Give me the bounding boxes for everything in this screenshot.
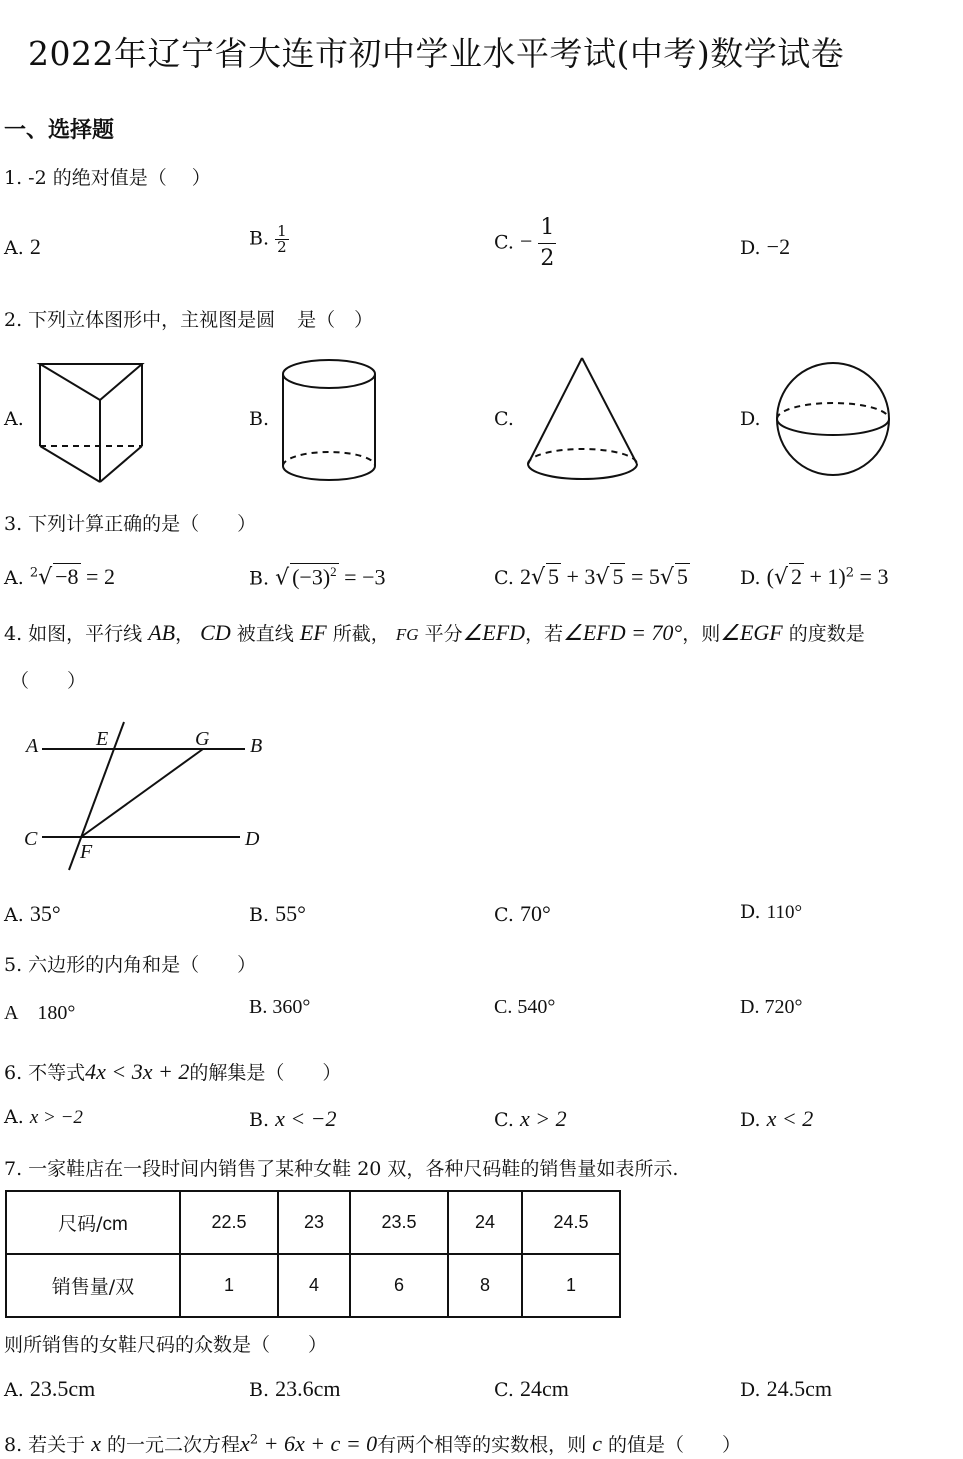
- minus-sign: −: [519, 228, 533, 254]
- option-label: C.: [494, 231, 514, 254]
- option-value: −2: [766, 234, 791, 259]
- radicand: 2: [791, 564, 803, 589]
- coefficient: = 5: [625, 564, 660, 589]
- option-label: C.: [494, 1379, 514, 1401]
- math-ef: EF: [299, 620, 327, 645]
- math-angle-efd: ∠EFD: [462, 620, 526, 645]
- option-label: A.: [4, 1106, 24, 1128]
- option-label: D.: [740, 237, 761, 259]
- math-equation: + 6x + c = 0: [258, 1431, 378, 1456]
- option-label: D.: [740, 1379, 761, 1401]
- option-value: 70°: [519, 901, 551, 926]
- q7-stem: 7. 一家鞋店在一段时间内销售了某种女鞋 20 双，各种尺码鞋的销售量如表所示.: [4, 1158, 679, 1180]
- option-label: A.: [4, 1379, 24, 1401]
- table-header-cell: 销售量/双: [6, 1254, 180, 1317]
- q4-stem-part: 所截，: [332, 623, 390, 645]
- radicand: 5: [547, 564, 559, 589]
- q6-stem-part: 6. 不等式: [4, 1062, 86, 1084]
- sqrt-icon: √: [38, 565, 53, 590]
- option-label: B.: [249, 1379, 270, 1401]
- q8-stem-part: 的一元二次方程: [107, 1434, 241, 1456]
- table-cell: 6: [350, 1254, 448, 1317]
- option-value: 35°: [29, 901, 61, 926]
- expression-rest: = −3: [338, 564, 386, 590]
- q7-option-d[interactable]: [740, 1376, 832, 1402]
- option-value: 23.6cm: [275, 1376, 341, 1401]
- denominator: 2: [540, 246, 555, 271]
- table-cell: 22.5: [180, 1191, 278, 1254]
- sqrt-icon: √: [595, 565, 610, 590]
- option-value: x < 2: [766, 1106, 814, 1131]
- option-label: D.: [740, 567, 761, 589]
- q1-stem: 1. -2 的绝对值是（ ）: [4, 167, 211, 189]
- expression-rest: = 2: [80, 564, 115, 589]
- option-label: B.: [249, 1109, 270, 1131]
- expression-rest: = 3: [854, 564, 889, 589]
- option-label: C.: [494, 567, 514, 589]
- q4-option-c[interactable]: [494, 901, 551, 927]
- q4-stem-part: 平分: [424, 623, 463, 645]
- q5-stem: 5. 六边形的内角和是（ ）: [4, 954, 257, 976]
- q5-option-d[interactable]: D. 720°: [740, 996, 803, 1018]
- option-value: 110°: [766, 902, 803, 923]
- q5-option-c[interactable]: C. 540°: [494, 996, 556, 1018]
- q2-option-b[interactable]: B.: [249, 408, 270, 430]
- table-cell: 24.5: [522, 1191, 620, 1254]
- point-label-c: C: [24, 828, 38, 850]
- denominator: 2: [277, 238, 287, 256]
- point-label-d: D: [245, 828, 260, 850]
- option-value: 55°: [275, 901, 306, 926]
- radicand: 5: [676, 564, 688, 589]
- math-angle-value: ∠EFD = 70°: [563, 620, 683, 645]
- point-label-f: F: [80, 841, 93, 863]
- exponent: 2: [330, 564, 337, 579]
- q7-option-a[interactable]: [4, 1376, 95, 1402]
- option-label: A.: [4, 567, 24, 589]
- q2-stem-part: 是（ ）: [297, 309, 374, 331]
- option-value: 24cm: [519, 1376, 569, 1401]
- option-label: D.: [740, 1109, 761, 1131]
- radicand-text: (−3): [292, 564, 331, 590]
- q8-stem-part: 的值是（ ）: [608, 1434, 742, 1456]
- q8-stem-part: 8. 若关于: [4, 1434, 86, 1456]
- radicand: 5: [612, 564, 624, 589]
- exponent: 2: [249, 1432, 259, 1448]
- point-label-b: B: [250, 735, 263, 757]
- shoe-sales-table: [5, 1190, 621, 1318]
- math-inequality: 4x < 3x + 2: [85, 1059, 190, 1084]
- q4-stem-part: ，若: [525, 623, 564, 645]
- q6-option-b[interactable]: [249, 1106, 337, 1132]
- q2-stem-part: 2. 下列立体图形中，主视图是圆: [4, 309, 276, 331]
- option-label: C.: [494, 904, 514, 926]
- q6-stem-part: 的解集是（ ）: [189, 1062, 342, 1084]
- math-x: x: [91, 1431, 101, 1456]
- math-fg: FG: [395, 625, 419, 644]
- sqrt-icon: √: [275, 565, 290, 591]
- q8-stem-part: 有两个相等的实数根，则: [377, 1434, 587, 1456]
- q6-stem: [4, 1058, 341, 1085]
- option-value: x > −2: [29, 1107, 83, 1128]
- table-cell: 4: [278, 1254, 350, 1317]
- q8-stem: [4, 1430, 741, 1457]
- q2-option-a[interactable]: A.: [4, 408, 24, 430]
- q4-stem-part: 的度数是: [788, 623, 865, 645]
- radicand: −8: [55, 564, 79, 589]
- coefficient: + 3: [560, 564, 596, 589]
- option-label: B.: [249, 567, 270, 590]
- point-label-g: G: [195, 728, 210, 750]
- option-label: B.: [249, 227, 270, 250]
- sqrt-icon: √: [659, 565, 674, 590]
- root-index: 2: [29, 565, 39, 581]
- option-value: 24.5cm: [766, 1376, 833, 1401]
- paren: (: [766, 564, 774, 589]
- table-cell: 24: [448, 1191, 522, 1254]
- option-label: A.: [4, 904, 24, 926]
- q6-option-d[interactable]: [740, 1106, 813, 1132]
- q7-option-b[interactable]: [249, 1376, 340, 1402]
- coefficient: 2: [519, 564, 531, 589]
- math-ab: AB: [148, 620, 176, 645]
- q4-option-b[interactable]: [249, 901, 306, 927]
- table-cell: 23: [278, 1191, 350, 1254]
- page-title: 2022年辽宁省大连市初中学业水平考试(中考)数学试卷: [28, 34, 845, 73]
- exponent: 2: [845, 565, 855, 581]
- option-value: 23.5cm: [29, 1376, 96, 1401]
- sqrt-icon: √: [530, 565, 545, 590]
- q4-option-d[interactable]: [740, 901, 802, 924]
- q4-stem-part: 4. 如图，平行线: [4, 623, 143, 645]
- option-label: B.: [249, 904, 270, 926]
- option-value: 2: [29, 234, 41, 259]
- q3-stem: 3. 下列计算正确的是（ ）: [4, 513, 257, 535]
- point-label-e: E: [96, 728, 109, 750]
- option-value: x > 2: [519, 1106, 567, 1131]
- math-cd: CD: [200, 620, 231, 645]
- option-label: D.: [740, 901, 761, 923]
- q4-stem-part: ，则: [682, 623, 721, 645]
- header-label: 尺码/: [58, 1213, 103, 1235]
- q4-answer-paren: （ ）: [10, 670, 87, 692]
- q6-option-a[interactable]: [4, 1106, 83, 1129]
- q7-question: 则所销售的女鞋尺码的众数是（ ）: [4, 1334, 328, 1356]
- math-angle-egf: ∠EGF: [720, 620, 783, 645]
- q6-option-c[interactable]: [494, 1106, 567, 1132]
- table-row: [6, 1254, 620, 1317]
- option-value: x < −2: [275, 1106, 337, 1131]
- point-label-a: A: [26, 735, 39, 757]
- q7-option-c[interactable]: [494, 1376, 569, 1402]
- header-unit: cm: [102, 1214, 128, 1235]
- numerator: 1: [538, 217, 556, 244]
- q4-stem-part: 被直线: [236, 623, 294, 645]
- math-equation: x: [240, 1431, 250, 1456]
- q4-option-a[interactable]: [4, 901, 61, 927]
- q5-option-a[interactable]: A 180°: [4, 1002, 76, 1024]
- segment-fg: [81, 749, 203, 837]
- table-cell: 1: [522, 1254, 620, 1317]
- q5-option-b[interactable]: B. 360°: [249, 996, 311, 1018]
- sqrt-icon: √: [773, 565, 789, 590]
- option-label: C.: [494, 1109, 514, 1131]
- q2-option-d[interactable]: D.: [740, 408, 761, 430]
- option-label: A.: [4, 237, 24, 259]
- numerator: 1: [277, 222, 287, 240]
- table-header-cell: [6, 1191, 180, 1254]
- q2-option-c[interactable]: C.: [494, 408, 514, 430]
- table-cell: 1: [180, 1254, 278, 1317]
- expression-part: + 1): [804, 564, 846, 589]
- section-heading: 一、选择题: [4, 118, 115, 143]
- table-cell: 8: [448, 1254, 522, 1317]
- table-cell: 23.5: [350, 1191, 448, 1254]
- q4-stem-part: ，: [175, 623, 195, 645]
- table-row: [6, 1191, 620, 1254]
- math-c: c: [592, 1431, 602, 1456]
